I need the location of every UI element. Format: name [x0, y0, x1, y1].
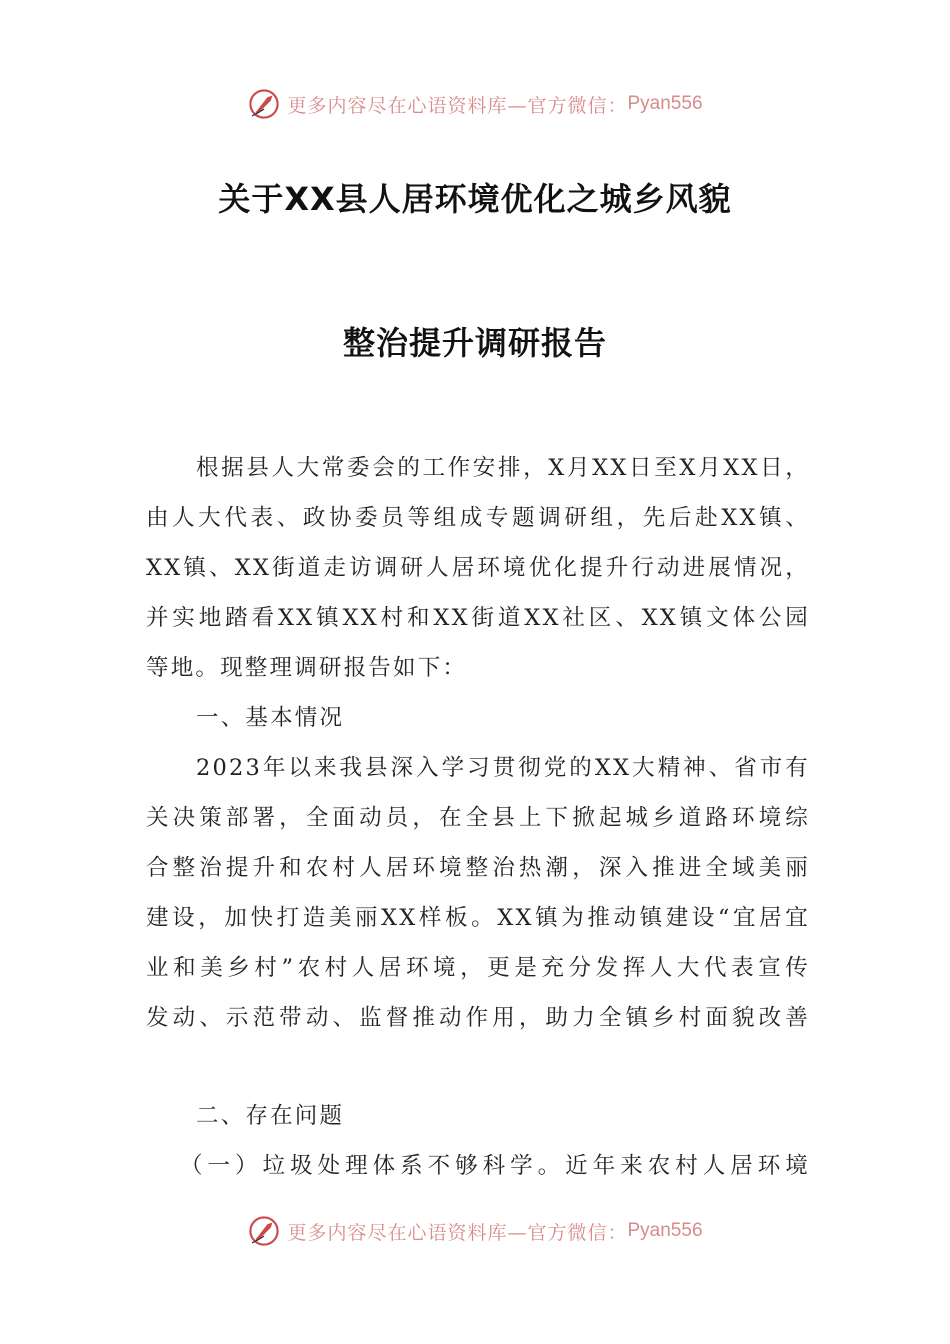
paragraph-line: 并实地踏看XX镇XX村和XX街道XX社区、XX镇文体公园 — [146, 605, 810, 631]
watermark-wechat-id: Pyan556 — [627, 1220, 703, 1241]
watermark-top — [0, 84, 950, 124]
paragraph-line: 根据县人大常委会的工作安排，X月XX日至X月XX日， — [196, 455, 810, 481]
document-title-line-1: 关于XX县人居环境优化之城乡风貌 — [218, 180, 732, 218]
heading-text: 一、基本情况 — [196, 705, 345, 731]
paragraph-line: 建设，加快打造美丽XX样板。XX镇为推动镇建设“宜居宜 — [146, 905, 810, 931]
watermark-wechat-id: Pyan556 — [627, 93, 703, 114]
intro-paragraph — [146, 443, 810, 693]
watermark-bottom — [0, 1211, 950, 1251]
paragraph-line: XX镇、XX街道走访调研人居环境优化提升行动进展情况， — [146, 555, 810, 581]
heading-text: 二、存在问题 — [196, 1103, 345, 1129]
basic-situation-paragraph — [146, 743, 810, 1043]
paragraph-line: （一）垃圾处理体系不够科学。近年来农村人居环境 — [180, 1153, 810, 1179]
pen-nib-logo-icon — [247, 1214, 281, 1248]
paragraph-line: 等地。现整理调研报告如下： — [146, 655, 468, 681]
paragraph-line: 由人大代表、政协委员等组成专题调研组，先后赴XX镇、 — [146, 505, 810, 531]
section-heading-problems — [146, 1091, 810, 1141]
paragraph-line: 2023年以来我县深入学习贯彻党的XX大精神、省市有 — [196, 755, 810, 781]
paragraph-line: 业和美乡村”农村人居环境，更是充分发挥人大代表宣传 — [146, 955, 810, 981]
watermark-text: 更多内容尽在心语资料库—官方微信： — [287, 94, 628, 117]
paragraph-line: 关决策部署，全面动员，在全县上下掀起城乡道路环境综 — [146, 805, 810, 831]
document-title-line-2: 整治提升调研报告 — [342, 324, 607, 362]
pen-nib-logo-icon — [247, 87, 281, 121]
section-heading-basic — [146, 693, 810, 743]
problem-paragraph — [146, 1141, 810, 1191]
paragraph-line: 发动、示范带动、监督推动作用，助力全镇乡村面貌改善 — [146, 1005, 810, 1031]
watermark-text: 更多内容尽在心语资料库—官方微信： — [287, 1221, 628, 1244]
paragraph-line: 合整治提升和农村人居环境整治热潮，深入推进全域美丽 — [146, 855, 810, 881]
